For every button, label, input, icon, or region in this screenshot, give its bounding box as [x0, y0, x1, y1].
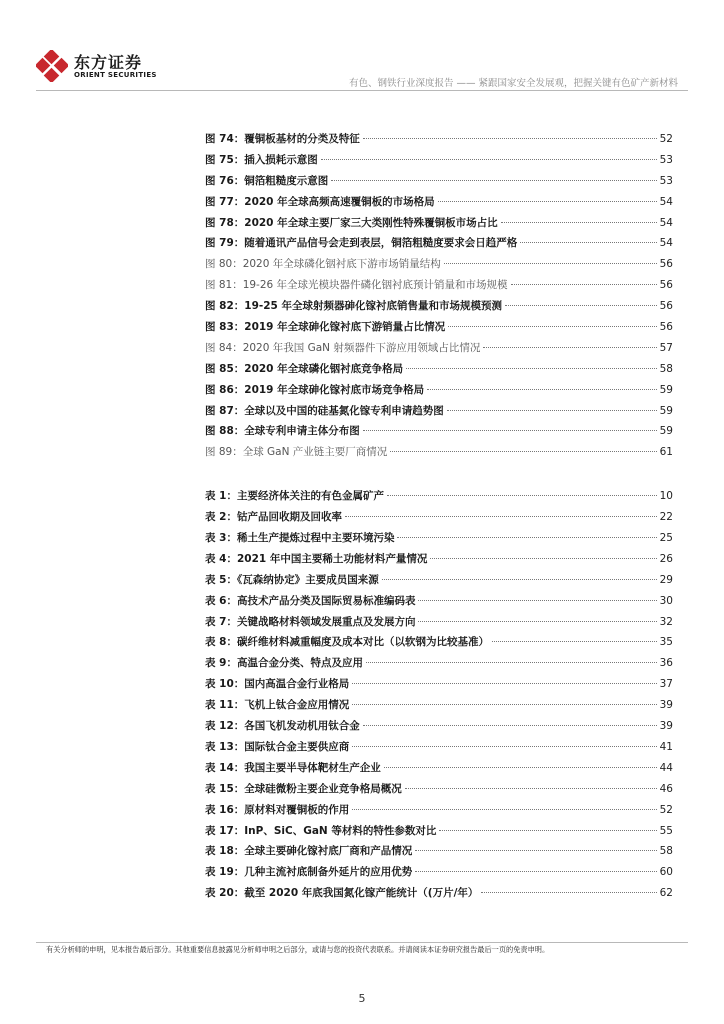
table-entry[interactable] [205, 695, 673, 716]
figure-entry-page: 53 [659, 174, 673, 187]
dot-leader [363, 430, 657, 431]
table-entry-label: 表 10：国内高温合金行业格局 [205, 678, 350, 691]
table-entry-page: 37 [659, 678, 673, 691]
dot-leader [438, 201, 657, 202]
dot-leader [483, 347, 656, 348]
figure-entry[interactable] [205, 401, 673, 422]
table-entry[interactable] [205, 883, 673, 904]
figure-entry[interactable] [205, 421, 673, 442]
dot-leader [418, 621, 656, 622]
table-entry-page: 26 [659, 552, 673, 565]
dot-leader [520, 242, 656, 243]
dot-leader [444, 263, 657, 264]
dot-leader [415, 850, 656, 851]
dot-leader [406, 368, 656, 369]
orient-logo-icon [36, 50, 68, 82]
header-divider [36, 90, 688, 91]
table-entry[interactable] [205, 841, 673, 862]
table-entry-label: 表 12：各国飞机发动机用钛合金 [205, 720, 360, 733]
table-entry-page: 36 [659, 657, 673, 670]
figure-entry-page: 56 [659, 300, 673, 313]
table-entry-label: 表 14：我国主要半导体靶材生产企业 [205, 761, 381, 774]
dot-leader [448, 326, 656, 327]
table-entry-page: 41 [659, 740, 673, 753]
dot-leader [382, 579, 657, 580]
figure-entry[interactable] [205, 213, 673, 234]
figure-entry-label: 图 85：2020 年全球磷化铟衬底竞争格局 [205, 362, 404, 375]
dot-leader [427, 389, 656, 390]
figure-entry-page: 56 [659, 321, 673, 334]
table-entry-label: 表 15：全球硅微粉主要企业竞争格局概况 [205, 782, 402, 795]
table-entry[interactable] [205, 716, 673, 737]
table-entry[interactable] [205, 779, 673, 800]
table-entry-label: 表 9：高温合金分类、特点及应用 [205, 657, 363, 670]
figure-entry[interactable] [205, 192, 673, 213]
figure-entry-label: 图 81：19-26 年全球光模块器件磷化铟衬底预计销量和市场规模 [205, 279, 508, 292]
table-entry-page: 58 [659, 845, 673, 858]
figure-entry[interactable] [205, 233, 673, 254]
dot-leader [405, 788, 657, 789]
figure-entry-page: 59 [659, 425, 673, 438]
figure-entry[interactable] [205, 317, 673, 338]
footer-divider [36, 942, 688, 943]
table-entry[interactable] [205, 612, 673, 633]
figure-entry[interactable] [205, 129, 673, 150]
figure-entry-label: 图 88：全球专利申请主体分布图 [205, 425, 360, 438]
table-entry-label: 表 6：高技术产品分类及国际贸易标准编码表 [205, 594, 416, 607]
table-entry-label: 表 3：稀土生产提炼过程中主要环境污染 [205, 532, 395, 545]
dot-leader [439, 830, 656, 831]
table-entry-page: 35 [659, 636, 673, 649]
dot-leader [447, 410, 657, 411]
table-entry-label: 表 11：飞机上钛合金应用情况 [205, 699, 350, 712]
table-entry[interactable] [205, 528, 673, 549]
dot-leader [331, 180, 656, 181]
logo-name-en: ORIENT SECURITIES [74, 71, 157, 79]
table-entry-label: 表 5：《瓦森纳协定》主要成员国来源 [205, 573, 379, 586]
dot-leader [366, 662, 657, 663]
figure-entry-label: 图 84：2020 年我国 GaN 射频器件下游应用领域占比情况 [205, 341, 481, 354]
table-entry[interactable] [205, 632, 673, 653]
figure-entry-page: 58 [659, 362, 673, 375]
table-entry[interactable] [205, 570, 673, 591]
figure-entry-label: 图 83：2019 年全球砷化镓衬底下游销量占比情况 [205, 321, 446, 334]
table-entry-page: 30 [659, 594, 673, 607]
table-entry-page: 62 [659, 887, 673, 900]
figure-entry[interactable] [205, 338, 673, 359]
table-entry-page: 22 [659, 511, 673, 524]
table-entry-label: 表 1：主要经济体关注的有色金属矿产 [205, 490, 384, 503]
table-entry-label: 表 20：截至 2020 年底我国氮化镓产能统计（(万片/年） [205, 887, 479, 900]
dot-leader [384, 767, 657, 768]
dot-leader [415, 871, 656, 872]
dot-leader [363, 725, 657, 726]
table-entry[interactable] [205, 653, 673, 674]
table-entry[interactable] [205, 674, 673, 695]
figure-entry[interactable] [205, 380, 673, 401]
dot-leader [345, 516, 657, 517]
table-entry[interactable] [205, 737, 673, 758]
dot-leader [501, 222, 657, 223]
table-entry-page: 32 [659, 615, 673, 628]
table-entry-label: 表 8：碳纤维材料减重幅度及成本对比（以软钢为比较基准） [205, 636, 489, 649]
table-entry-page: 55 [659, 824, 673, 837]
table-entry-page: 39 [659, 720, 673, 733]
table-entry[interactable] [205, 862, 673, 883]
dot-leader [430, 558, 656, 559]
figure-entry-page: 52 [659, 133, 673, 145]
figure-entry-page: 57 [659, 341, 673, 354]
table-entry-label: 表 4：2021 年中国主要稀土功能材料产量情况 [205, 552, 428, 565]
figure-list [205, 129, 673, 463]
dot-leader [321, 159, 657, 160]
dot-leader [481, 892, 656, 893]
table-entry-label: 表 17：InP、SiC、GaN 等材料的特性参数对比 [205, 824, 437, 837]
figure-entry-label: 图 75：插入损耗示意图 [205, 153, 318, 166]
figure-entry-label: 图 86：2019 年全球砷化镓衬底市场竞争格局 [205, 383, 425, 396]
table-entry-label: 表 2：钴产品回收期及回收率 [205, 511, 342, 524]
page-header [0, 0, 724, 92]
figure-entry-label: 图 89：全球 GaN 产业链主要厂商情况 [205, 446, 388, 459]
logo-name-cn: 东方证券 [74, 53, 143, 72]
table-list [205, 486, 673, 904]
figure-entry-page: 61 [659, 446, 673, 459]
table-entry[interactable] [205, 758, 673, 779]
figure-entry[interactable] [205, 296, 673, 317]
figure-entry[interactable] [205, 254, 673, 275]
table-entry-label: 表 16：原材料对覆铜板的作用 [205, 803, 350, 816]
figure-entry[interactable] [205, 359, 673, 380]
dot-leader [352, 809, 656, 810]
figure-entry-label: 图 82：19-25 年全球射频器砷化镓衬底销售量和市场规模预测 [205, 300, 503, 313]
figure-entry-page: 59 [659, 383, 673, 396]
table-entry-page: 46 [659, 782, 673, 795]
figure-entry[interactable] [205, 275, 673, 296]
figure-entry[interactable] [205, 442, 673, 463]
table-entry-page: 29 [659, 573, 673, 586]
figure-entry-label: 图 80：2020 年全球磷化铟衬底下游市场销量结构 [205, 258, 441, 271]
table-entry-label: 表 19：几种主流衬底制备外延片的应用优势 [205, 866, 413, 879]
dot-leader [505, 305, 657, 306]
table-entry-page: 39 [659, 699, 673, 712]
table-entry-page: 52 [659, 803, 673, 816]
figure-entry-page: 54 [659, 237, 673, 250]
dot-leader [352, 704, 656, 705]
table-entry-label: 表 13：国际钛合金主要供应商 [205, 740, 350, 753]
dot-leader [492, 641, 657, 642]
table-entry-page: 60 [659, 866, 673, 879]
dot-leader [352, 746, 656, 747]
figure-entry-label: 图 79：随着通讯产品信号会走到表层，铜箔粗糙度要求会日趋严格 [205, 237, 518, 250]
dot-leader [418, 600, 656, 601]
table-entry[interactable] [205, 549, 673, 570]
figure-entry-page: 54 [659, 195, 673, 208]
figure-entry-label: 图 76：铜箔粗糙度示意图 [205, 174, 329, 187]
table-of-contents [205, 129, 673, 904]
figure-entry-label: 图 74：覆铜板基材的分类及特征 [205, 133, 360, 145]
dot-leader [352, 683, 656, 684]
figure-entry-page: 54 [659, 216, 673, 229]
table-entry[interactable] [205, 591, 673, 612]
report-title: 有色、钢铁行业深度报告 —— 紧跟国家安全发展观，把握关键有色矿产新材料 [348, 78, 678, 89]
dot-leader [363, 138, 657, 139]
table-entry-label: 表 18：全球主要砷化镓衬底厂商和产品情况 [205, 845, 413, 858]
table-entry[interactable] [205, 821, 673, 842]
figure-entry-label: 图 78：2020 年全球主要厂家三大类刚性特殊覆铜板市场占比 [205, 216, 498, 229]
table-entry-page: 10 [659, 490, 673, 503]
dot-leader [387, 495, 657, 496]
figure-entry-page: 59 [659, 404, 673, 417]
table-entry[interactable] [205, 507, 673, 528]
company-logo [36, 50, 156, 84]
figure-entry-page: 56 [659, 258, 673, 271]
table-entry-page: 44 [659, 761, 673, 774]
table-entry-page: 25 [659, 532, 673, 545]
figure-entry-page: 56 [659, 279, 673, 292]
dot-leader [397, 537, 656, 538]
figure-entry[interactable] [205, 150, 673, 171]
table-entry-label: 表 7：关键战略材料领域发展重点及发展方向 [205, 615, 416, 628]
figure-entry-page: 53 [659, 153, 673, 166]
table-entry[interactable] [205, 486, 673, 507]
figure-entry-label: 图 77：2020 年全球高频高速覆铜板的市场格局 [205, 195, 435, 208]
disclaimer-text: 有关分析师的申明，见本报告最后部分。其他重要信息披露见分析师申明之后部分，或请与您的投资代表联系。并请阅读本证券研究报告最后一页的免责申明。 [46, 945, 550, 954]
figure-entry-label: 图 87：全球以及中国的硅基氮化镓专利申请趋势图 [205, 404, 444, 417]
dot-leader [511, 284, 657, 285]
table-entry[interactable] [205, 800, 673, 821]
dot-leader [390, 451, 656, 452]
figure-entry[interactable] [205, 171, 673, 192]
page-number: 5 [358, 992, 366, 1005]
